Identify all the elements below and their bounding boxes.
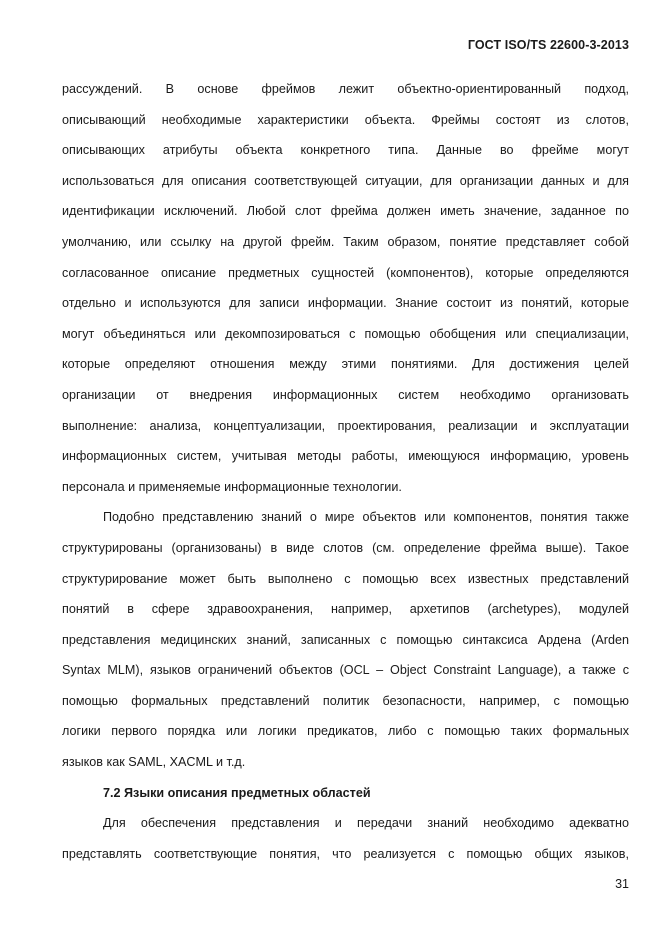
text-line: персонала и применяемые информационные технологии. [62,479,402,494]
text-line: представлять соответствующие понятия, что реализуется с помощью общих языков, [62,846,629,861]
text-line: информационных систем, учитывая методы работы, имеющуюся информацию, уровень [62,449,629,464]
text-line: Syntax MLM), языков ограничений объектов (OCL – Object Constraint Language), а также с [62,663,629,678]
text-line: языков как SAML, XACML и т.д. [62,755,246,770]
text-line: описывающий необходимые характеристики объекта. Фреймы состоят из слотов, [62,112,629,127]
text-line: идентификации исключений. Любой слот фрейма должен иметь значение, заданное по [62,204,629,219]
paragraph-languages [62,808,629,869]
text-line: Для обеспечения представления и передачи знаний необходимо адекватно [103,816,629,831]
text-line: умолчанию, или ссылку на другой фрейм. Таким образом, понятие представляет собой [62,234,629,249]
text-line: описывающих атрибуты объекта конкретного типа. Данные во фрейме могут [62,143,629,158]
page-number: 31 [615,877,629,891]
paragraph-concepts [62,502,629,777]
text-line: понятий в сфере здравоохранения, например, архетипов (archetypes), модулей [62,602,629,617]
document-standard-id: ГОСТ ISO/TS 22600-3-2013 [467,38,629,52]
text-line: Подобно представлению знаний о мире объектов или компонентов, понятия также [103,510,629,525]
text-line: структурированы (организованы) в виде слотов (см. определение фрейма выше). Такое [62,540,629,555]
text-line: согласованное описание предметных сущностей (компонентов), которые определяются [62,265,629,280]
text-line: организации от внедрения информационных систем необходимо организовать [62,387,629,402]
text-line: могут объединяться или декомпозироваться с помощью обобщения или специализации, [62,326,629,341]
section-heading: 7.2 Языки описания предметных областей [103,785,371,800]
text-line: которые определяют отношения между этими понятиями. Для достижения целей [62,357,629,372]
text-line: использоваться для описания соответствующей ситуации, для организации данных и для [62,173,629,188]
document-body [62,74,629,869]
text-line: помощью формальных представлений политик безопасности, например, с помощью [62,693,629,708]
text-line: структурирование может быть выполнено с помощью всех известных представлений [62,571,629,586]
text-line: представления медицинских знаний, записанных с помощью синтаксиса Ардена (Arden [62,632,629,647]
paragraph-frames [62,74,629,502]
text-line: рассуждений. В основе фреймов лежит объектно-ориентированный подход, [62,82,629,96]
text-line: логики первого порядка или логики предикатов, либо с помощью таких формальных [62,724,629,739]
text-line: выполнение: анализа, концептуализации, проектирования, реализации и эксплуатации [62,418,629,433]
text-line: отдельно и используются для записи информации. Знание состоит из понятий, которые [62,296,629,311]
